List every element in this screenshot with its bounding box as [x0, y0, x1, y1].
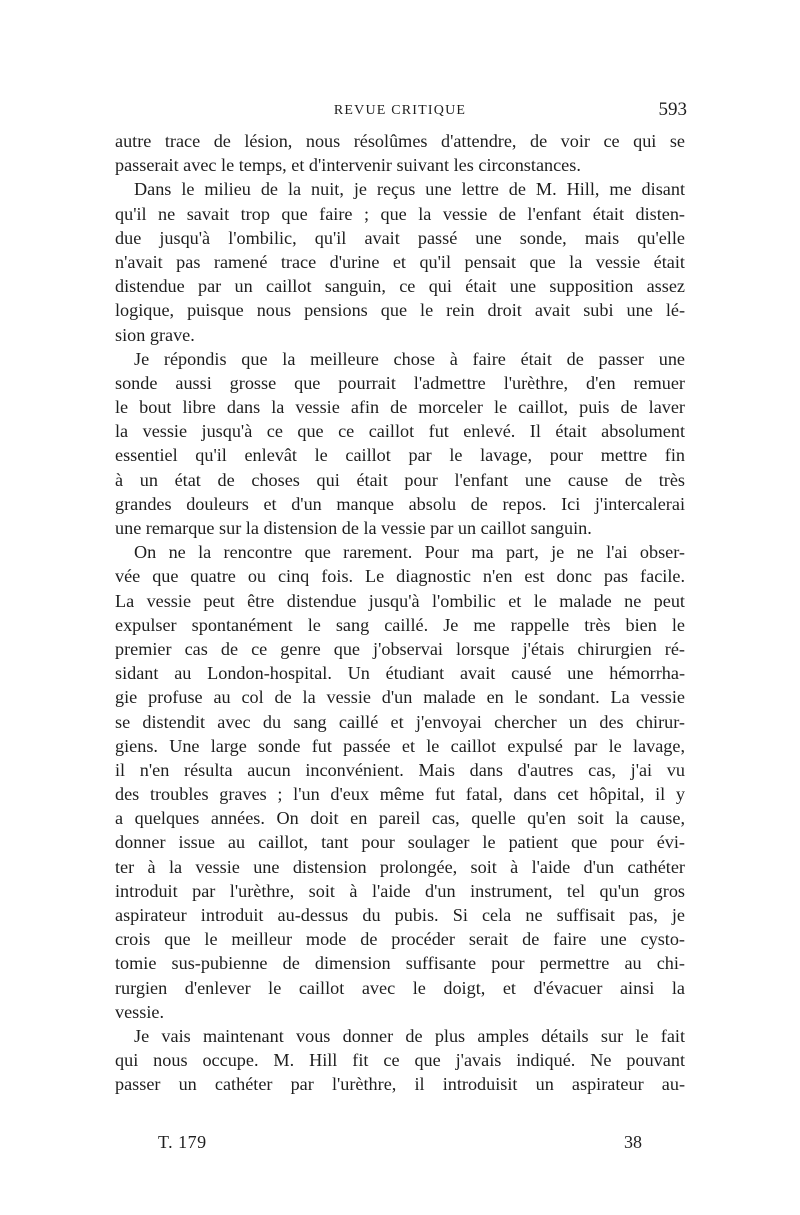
text-line: giens. Une large sonde fut passée et le caillot expulsé par le lavage,: [115, 735, 685, 756]
text-line: a quelques années. On doit en pareil cas, quelle qu'en soit la cause,: [115, 808, 685, 829]
text-line: il n'en résulta aucun inconvénient. Mais dans d'autres cas, j'ai vu: [115, 759, 685, 780]
text-line: On ne la rencontre que rarement. Pour ma part, je ne l'ai obser-: [134, 542, 685, 563]
text-line: se distendit avec du sang caillé et j'envoyai chercher un des chirur-: [115, 711, 685, 732]
text-line: vessie.: [115, 1001, 164, 1022]
text-line: La vessie peut être distendue jusqu'à l'ombilic et le malade ne peut: [115, 590, 685, 611]
page-header: [115, 99, 685, 125]
page-number: 593: [658, 99, 687, 120]
text-line: crois que le meilleur mode de procéder serait de faire une cysto-: [115, 929, 685, 950]
text-line: qui nous occupe. M. Hill fit ce que j'avais indiqué. Ne pouvant: [115, 1050, 685, 1071]
text-line: le bout libre dans la vessie afin de morceler le caillot, puis de laver: [115, 397, 685, 418]
text-line: des troubles graves ; l'un d'eux même fut fatal, dans cet hôpital, il y: [115, 784, 685, 805]
text-line: passerait avec le temps, et d'intervenir suivant les circonstances.: [115, 155, 581, 176]
text-line: Dans le milieu de la nuit, je reçus une lettre de M. Hill, me disant: [134, 179, 685, 200]
text-line: vée que quatre ou cinq fois. Le diagnostic n'en est donc pas facile.: [115, 566, 685, 587]
text-line: tomie sus-pubienne de dimension suffisante pour permettre au chi-: [115, 953, 685, 974]
text-line: essentiel qu'il enlevât le caillot par le lavage, pour mettre fin: [115, 445, 685, 466]
text-line: à un état de choses qui était pour l'enfant une cause de très: [115, 469, 685, 490]
text-line: sion grave.: [115, 324, 195, 345]
text-line: introduit par l'urèthre, soit à l'aide d'un instrument, tel qu'un gros: [115, 880, 685, 901]
printer-signature: T. 179: [158, 1132, 207, 1152]
text-line: rurgien d'enlever le caillot avec le doigt, et d'évacuer ainsi la: [115, 977, 685, 998]
text-line: grandes douleurs et d'un manque absolu de repos. Ici j'intercalerai: [115, 493, 685, 514]
text-line: donner issue au caillot, tant pour soulager le patient que pour évi-: [115, 832, 685, 853]
text-line: gie profuse au col de la vessie d'un malade en le sondant. La vessie: [115, 687, 685, 708]
text-line: sidant au London-hospital. Un étudiant avait causé une hémorrha-: [115, 663, 685, 684]
text-line: Je répondis que la meilleure chose à faire était de passer une: [134, 348, 685, 369]
text-line: qu'il ne savait trop que faire ; que la vessie de l'enfant était disten-: [115, 203, 685, 224]
text-line: aspirateur introduit au-dessus du pubis. Si cela ne suffisait pas, je: [115, 905, 685, 925]
text-line: expulser spontanément le sang caillé. Je me rappelle très bien le: [115, 614, 685, 635]
text-line: une remarque sur la distension de la vessie par un caillot sanguin.: [115, 518, 592, 538]
text-line: Je vais maintenant vous donner de plus amples détails sur le fait: [134, 1025, 685, 1046]
text-line: due jusqu'à l'ombilic, qu'il avait passé une sonde, mais qu'elle: [115, 227, 685, 248]
sheet-number: 38: [624, 1132, 642, 1152]
text-line: logique, puisque nous pensions que le rein droit avait subi une lé-: [115, 300, 685, 321]
text-line: n'avait pas ramené trace d'urine et qu'il pensait que la vessie était: [115, 251, 685, 272]
text-line: distendue par un caillot sanguin, ce qui était une supposition assez: [115, 276, 685, 297]
text-line: sonde aussi grosse que pourrait l'admettre l'urèthre, d'en remuer: [115, 372, 685, 393]
text-line: autre trace de lésion, nous résolûmes d'attendre, de voir ce qui se: [115, 131, 685, 151]
page-footer: [158, 1132, 642, 1160]
text-line: la vessie jusqu'à ce que ce caillot fut enlevé. Il était absolument: [115, 421, 685, 442]
running-title: REVUE CRITIQUE: [333, 103, 467, 118]
text-line: passer un cathéter par l'urèthre, il introduisit un aspirateur au-: [115, 1074, 685, 1095]
body-text: [115, 129, 685, 1097]
text-line: ter à la vessie une distension prolongée, soit à l'aide d'un cathéter: [115, 856, 685, 877]
text-line: premier cas de ce genre que j'observai lorsque j'étais chirurgien ré-: [115, 638, 685, 659]
